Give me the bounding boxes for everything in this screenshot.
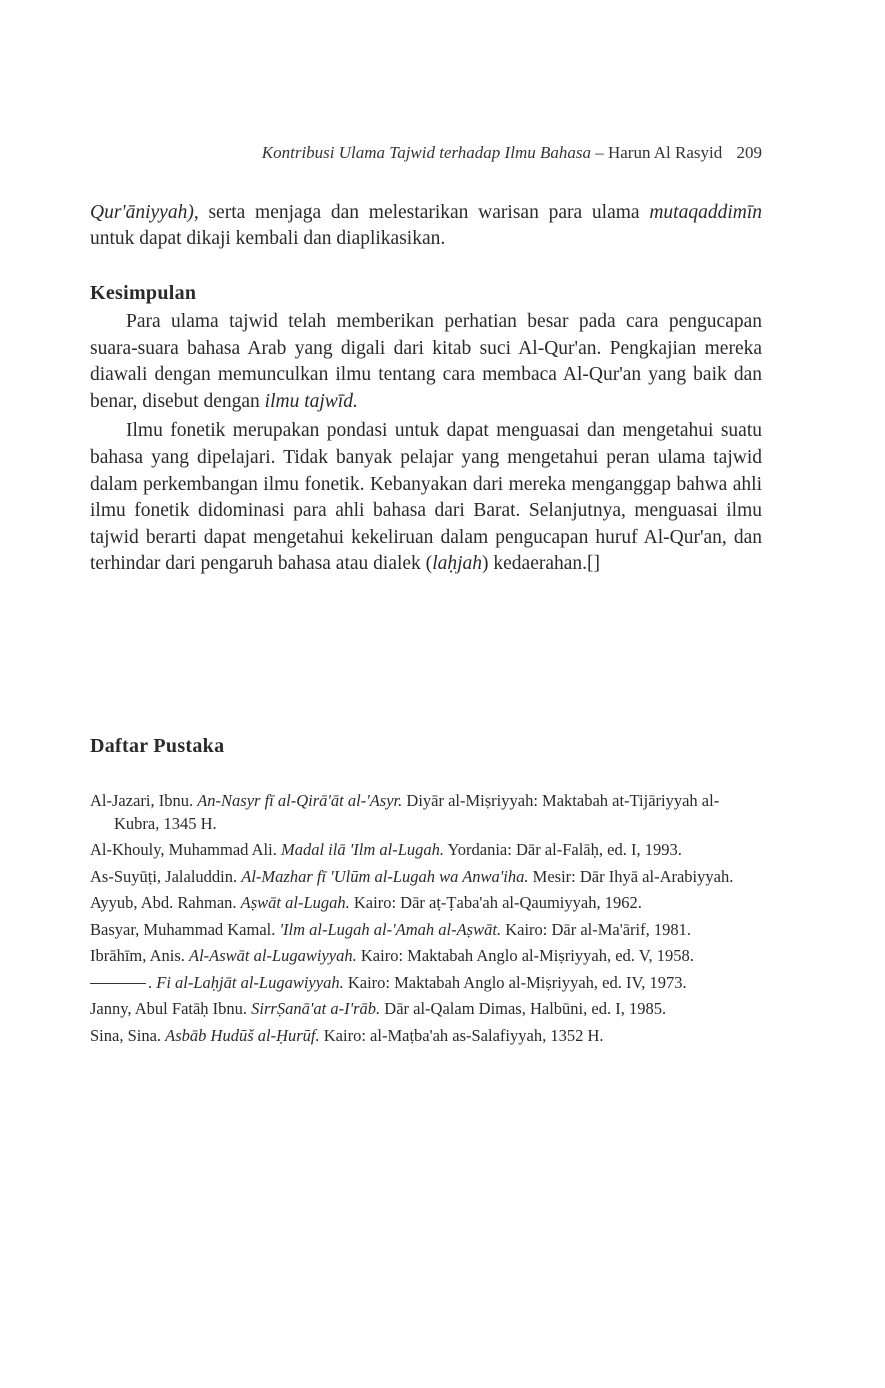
reference-item bbox=[90, 998, 762, 1021]
ref-publisher: Kairo: Maktabah Anglo al-Miṣriyyah, ed. IV, 1973. bbox=[343, 972, 687, 992]
ref-author: Al-Jazari, Ibnu. bbox=[90, 791, 198, 810]
reference-item bbox=[90, 839, 762, 862]
page-number: 209 bbox=[736, 143, 762, 162]
italic-term: ilmu tajwīd. bbox=[264, 390, 358, 412]
ref-publisher: Diyār al-Miṣriyyah: Maktabah at-Tijāriyyah al-Kubra, 1345 H. bbox=[114, 791, 720, 833]
paragraph-text: Ilmu fonetik merupakan pondasi untuk dapat menguasai dan mengetahui suatu bahasa yang dipelajari. Tidak banyak pelajar yang mengetahui peran ulama tajwid dalam perkembangan ilmu fonetik. Kebanyakan dari mereka menganggap bahwa ahli ilmu fonetik didominasi para ahli bahasa dari Barat. Selanjutnya, menguasai ilmu tajwid berarti dapat mengetahui kekeliruan dalam pengucapan huruf Al-Qur'an, dan terhindar dari pengaruh bahasa atau dialek ( bbox=[90, 420, 762, 575]
ref-author: Al-Khouly, Muhammad Ali. bbox=[90, 840, 281, 859]
ref-title: Aṣwāt al-Lugah. bbox=[240, 893, 350, 912]
reference-item bbox=[90, 919, 762, 942]
reference-item bbox=[90, 866, 762, 889]
continuation-italic-term: Qur'āniyyah), bbox=[90, 202, 199, 223]
running-header bbox=[90, 143, 762, 163]
ref-author: Ibrāhīm, Anis. bbox=[90, 946, 189, 965]
continuation-italic-term: mutaqaddimīn bbox=[649, 202, 762, 223]
paragraph-text: Para ulama tajwid telah memberikan perhatian besar pada cara pengucapan suara-suara bahasa Arab yang digali dari kitab suci Al-Qur'an. Pengkajian mereka diawali dengan memunculkan ilmu tentang cara membaca Al-Qur'an yang baik dan benar, disebut dengan bbox=[90, 311, 762, 412]
ref-title: SirrṢanā'at a-I'rāb. bbox=[251, 999, 381, 1018]
ref-author: Basyar, Muhammad Kamal. bbox=[90, 919, 280, 939]
ref-publisher: Kairo: al-Maṭba'ah as-Salafiyyah, 1352 H. bbox=[319, 1025, 604, 1045]
conclusion-paragraph-2 bbox=[90, 418, 762, 578]
continuation-text: untuk dapat dikaji kembali dan diaplikasikan. bbox=[90, 228, 446, 249]
conclusion-body bbox=[90, 309, 762, 578]
ref-author: Sina, Sina. bbox=[90, 1025, 166, 1045]
ref-title: Madal ilā 'Ilm al-Lugah. bbox=[280, 840, 444, 859]
reference-item bbox=[90, 892, 762, 915]
ref-title: Asbāb Hudūš al-Ḥurūf. bbox=[165, 1025, 320, 1045]
ref-title: 'Ilm al-Lugah al-'Amah al-Aṣwāt. bbox=[279, 919, 502, 939]
section-heading-daftar-pustaka: Daftar Pustaka bbox=[90, 735, 225, 757]
running-header-title: Kontribusi Ulama Tajwid terhadap Ilmu Bahasa bbox=[261, 143, 591, 162]
reference-item bbox=[90, 790, 762, 835]
ref-title: Al-Mazhar fī 'Ulūm al-Lugah wa Anwa'iha. bbox=[241, 866, 529, 886]
ref-author: Janny, Abul Fatāḥ Ibnu. bbox=[90, 999, 252, 1018]
running-header-author: – Harun Al Rasyid bbox=[595, 143, 723, 162]
reference-item bbox=[90, 972, 762, 995]
ref-publisher: Yordania: Dār al-Falāḥ, ed. I, 1993. bbox=[444, 840, 682, 859]
ref-title: Fi al-Laḥjāt al-Lugawiyyah. bbox=[156, 972, 344, 992]
page bbox=[90, 0, 762, 1388]
paragraph-text: ) kedaerahan.[] bbox=[482, 553, 601, 575]
ref-publisher: Kairo: Dār al-Ma'ārif, 1981. bbox=[501, 919, 691, 939]
ref-publisher: Kairo: Dār aṭ-Ṭaba'ah al-Qaumiyyah, 1962. bbox=[349, 893, 642, 912]
section-heading-kesimpulan: Kesimpulan bbox=[90, 282, 197, 304]
ref-publisher: Dār al-Qalam Dimas, Halbūni, ed. I, 1985. bbox=[380, 999, 667, 1018]
reference-list bbox=[90, 790, 762, 1051]
ref-title: Al-Aswāt al-Lugawiyyah. bbox=[189, 946, 357, 965]
continuation-text: serta menjaga dan melestarikan warisan para ulama bbox=[198, 202, 650, 223]
ref-author: Ayyub, Abd. Rahman. bbox=[90, 893, 241, 912]
italic-term: laḥjah bbox=[432, 553, 483, 575]
reference-item bbox=[90, 945, 762, 968]
reference-item bbox=[90, 1025, 762, 1048]
same-author-dash bbox=[90, 983, 146, 984]
ref-publisher: Mesir: Dār Ihyā al-Arabiyyah. bbox=[528, 866, 734, 886]
ref-author: As-Suyūṭi, Jalaluddin. bbox=[90, 866, 242, 886]
conclusion-paragraph-1 bbox=[90, 309, 762, 415]
ref-author: . bbox=[148, 972, 157, 992]
ref-title: An-Nasyr fī al-Qirā'āt al-'Asyr. bbox=[197, 791, 403, 810]
ref-publisher: Kairo: Maktabah Anglo al-Miṣriyyah, ed. V, 1958. bbox=[356, 946, 694, 965]
continuation-paragraph bbox=[90, 200, 762, 252]
